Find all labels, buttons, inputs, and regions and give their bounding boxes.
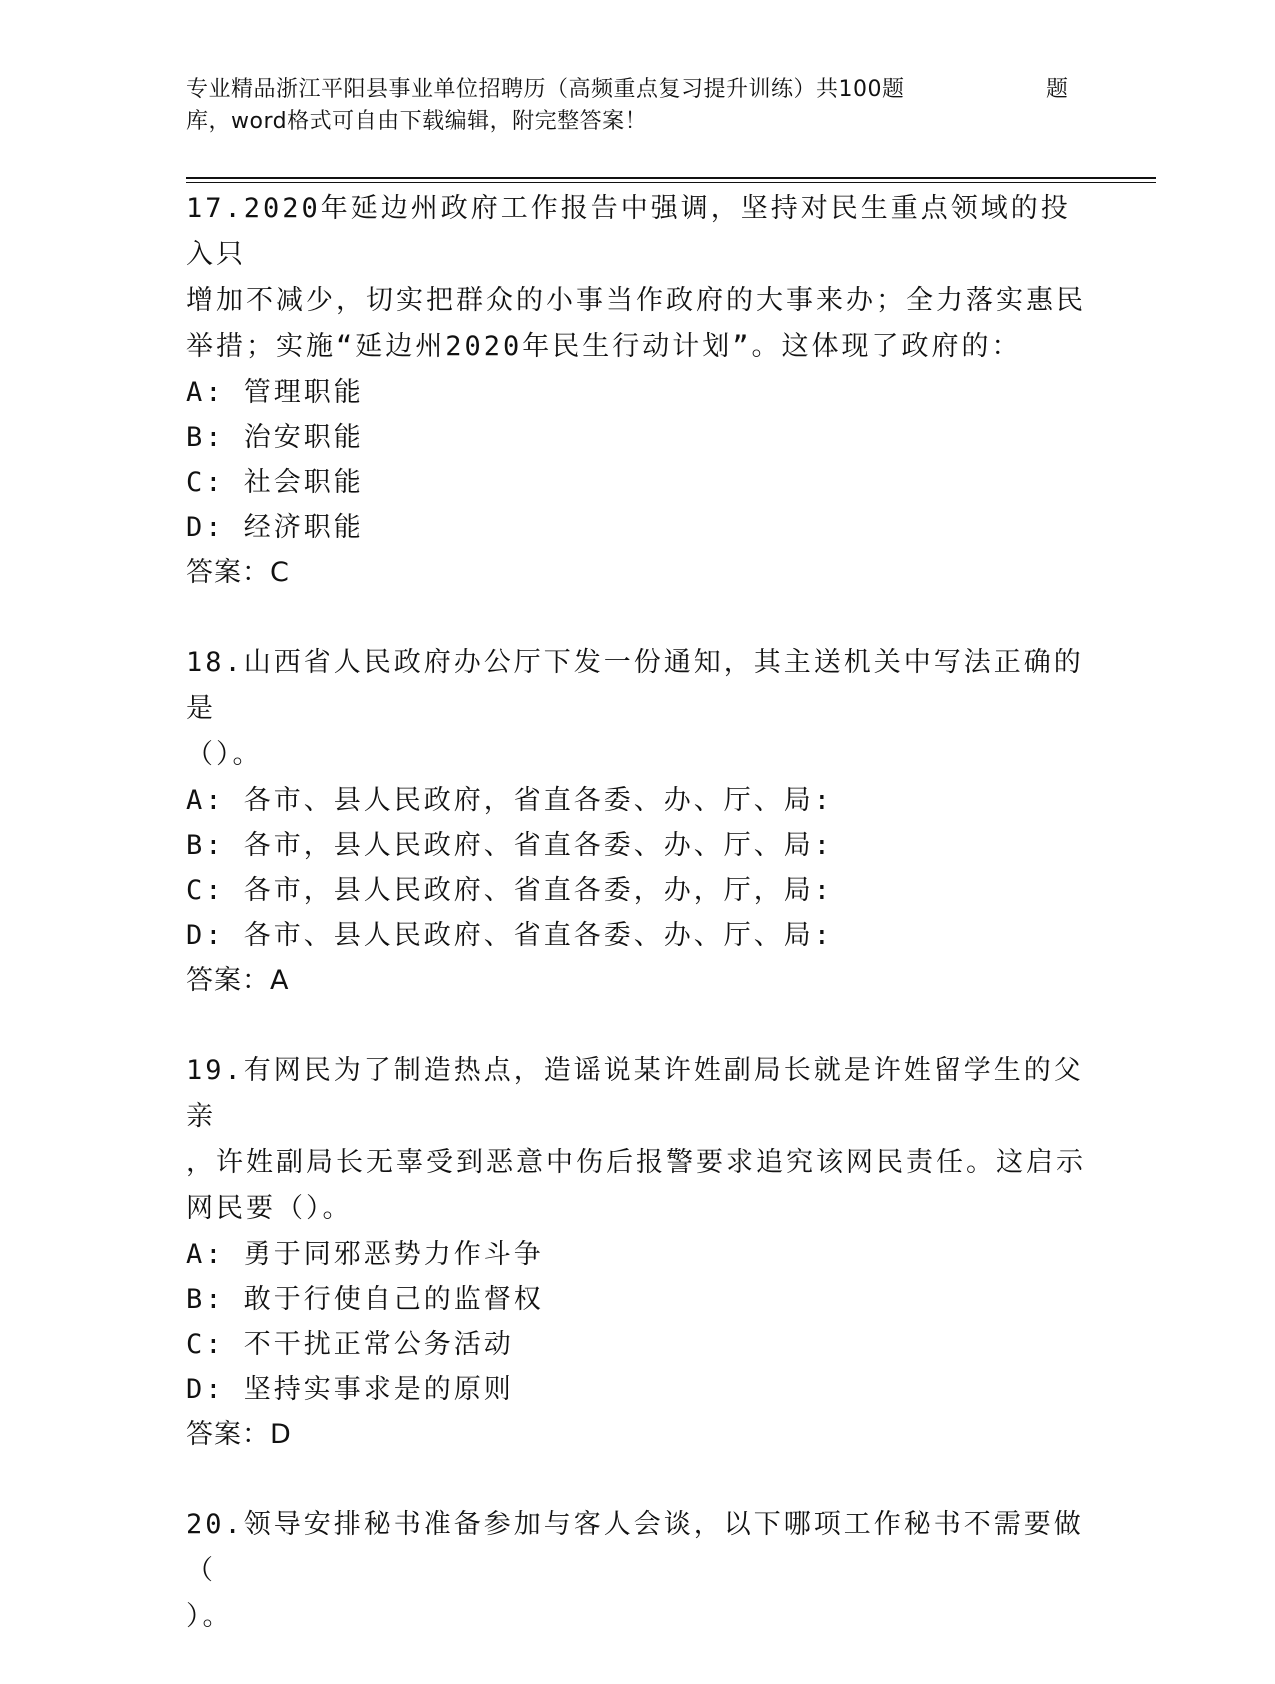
question-stem-line: 17.2020年延边州政府工作报告中强调，坚持对民生重点领域的投入只 [186, 193, 1071, 270]
header-line-1 [186, 74, 1086, 106]
header-title-wrap: 题 [1046, 77, 1069, 102]
option-d: D: 经济职能 [186, 512, 364, 543]
header-title: 专业精品浙江平阳县事业单位招聘历（高频重点复习提升训练）共100题 [186, 77, 905, 102]
option-a: A: 勇于同邪恶势力作斗争 [186, 1239, 544, 1270]
answer-line: 答案：C [186, 557, 290, 588]
question-20 [186, 1502, 1086, 1640]
option-c: C: 不干扰正常公务活动 [186, 1329, 514, 1360]
page-header [186, 74, 1086, 138]
question-stem-line: （）。 [186, 739, 263, 770]
question-stem-line: 18.山西省人民政府办公厅下发一份通知，其主送机关中写法正确的是 [186, 647, 1084, 724]
option-b: B: 各市，县人民政府、省直各委、办、厅、局: [186, 830, 834, 861]
question-stem-line: 网民要（）。 [186, 1193, 353, 1224]
question-17 [186, 186, 1086, 596]
option-b: B: 敢于行使自己的监督权 [186, 1284, 544, 1315]
question-list [186, 186, 1086, 1684]
option-c: C: 各市，县人民政府、省直各委，办，厅，局: [186, 875, 834, 906]
option-b: B: 治安职能 [186, 422, 364, 453]
question-stem-line: 19.有网民为了制造热点，造谣说某许姓副局长就是许姓留学生的父亲 [186, 1055, 1084, 1132]
option-d: D: 坚持实事求是的原则 [186, 1374, 514, 1405]
answer-line: 答案：A [186, 965, 290, 996]
question-stem-line: 增加不减少，切实把群众的小事当作政府的大事来办；全力落实惠民 [186, 285, 1086, 316]
header-divider-thin [186, 182, 1156, 183]
header-line-2: 库，word格式可自由下载编辑，附完整答案！ [186, 109, 648, 134]
option-a: A: 各市、县人民政府，省直各委、办、厅、局: [186, 785, 834, 816]
question-stem-line: ）。 [186, 1601, 233, 1632]
question-stem-line: 20.领导安排秘书准备参加与客人会谈，以下哪项工作秘书不需要做（ [186, 1509, 1084, 1586]
header-divider-thick [186, 177, 1156, 179]
option-a: A: 管理职能 [186, 377, 364, 408]
question-19 [186, 1048, 1086, 1458]
option-c: C: 社会职能 [186, 467, 364, 498]
answer-line: 答案：D [186, 1419, 292, 1450]
question-stem-line: 举措；实施“延边州2020年民生行动计划”。这体现了政府的： [186, 331, 1022, 362]
question-stem-line: ，许姓副局长无辜受到恶意中伤后报警要求追究该网民责任。这启示 [186, 1147, 1086, 1178]
question-18 [186, 640, 1086, 1004]
option-d: D: 各市、县人民政府、省直各委、办、厅、局: [186, 920, 834, 951]
